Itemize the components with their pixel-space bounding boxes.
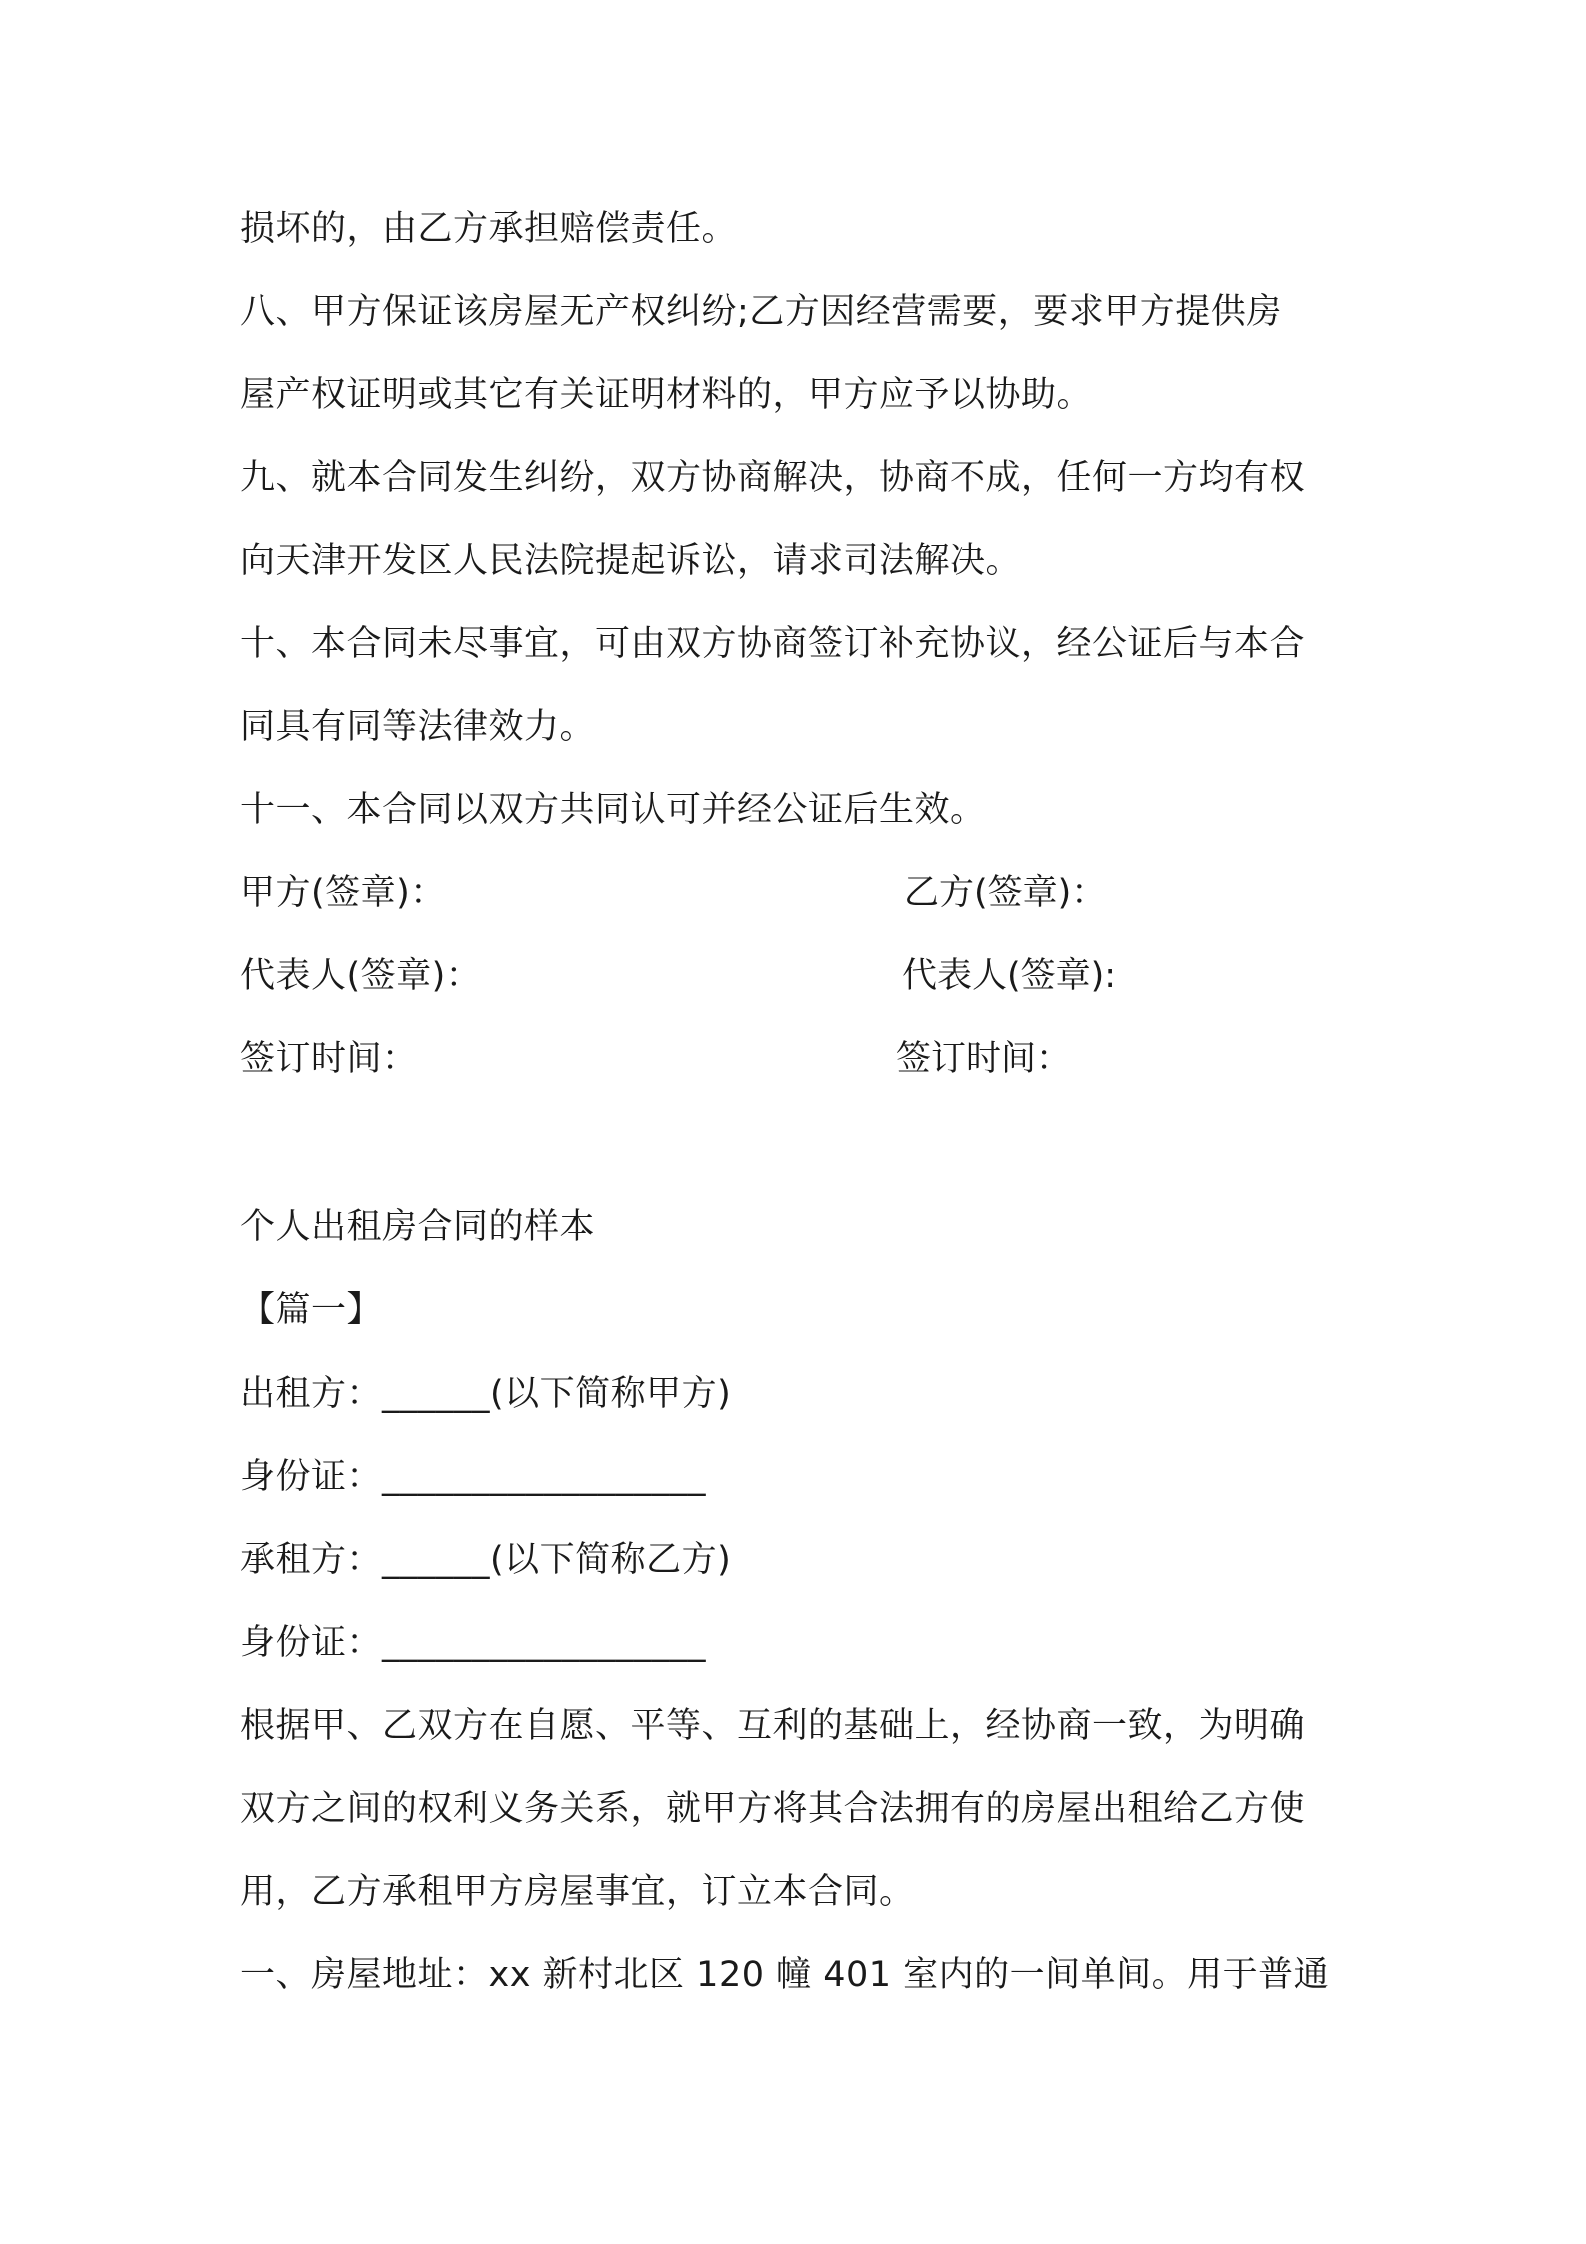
section-title: 个人出租房合同的样本 — [240, 1207, 596, 1247]
text-line: 十一、本合同以双方共同认可并经公证后生效。 — [240, 790, 986, 830]
signature-party-b: 乙方(签章)： — [904, 873, 1107, 913]
text-line: 损坏的，由乙方承担赔偿责任。 — [240, 209, 738, 249]
text-line: 八、甲方保证该房屋无产权纠纷;乙方因经营需要，要求甲方提供房 — [240, 292, 1282, 332]
text-line: 同具有同等法律效力。 — [240, 707, 596, 747]
signature-rep-a: 代表人(签章)： — [240, 956, 482, 996]
text-line: 双方之间的权利义务关系，就甲方将其合法拥有的房屋出租给乙方使 — [240, 1789, 1306, 1829]
lessee-id-line: 身份证：__________________ — [240, 1623, 707, 1663]
signature-party-a: 甲方(签章)： — [240, 873, 446, 913]
signature-date-b: 签订时间： — [896, 1039, 1072, 1079]
text-line: 用，乙方承租甲方房屋事宜，订立本合同。 — [240, 1872, 915, 1912]
lessee-line: 承租方：______(以下简称乙方) — [240, 1540, 732, 1580]
text-line: 根据甲、乙双方在自愿、平等、互利的基础上，经协商一致，为明确 — [240, 1706, 1306, 1746]
text-line: 向天津开发区人民法院提起诉讼，请求司法解决。 — [240, 541, 1022, 581]
lessor-id-line: 身份证：__________________ — [240, 1457, 707, 1497]
signature-rep-b: 代表人(签章): — [902, 956, 1117, 996]
text-line: 十、本合同未尽事宜，可由双方协商签订补充协议，经公证后与本合 — [240, 624, 1306, 664]
section-part: 【篇一】 — [240, 1290, 383, 1330]
text-line: 九、就本合同发生纠纷，双方协商解决，协商不成，任何一方均有权 — [240, 458, 1306, 498]
text-line: 一、房屋地址：xx 新村北区 120 幢 401 室内的一间单间。用于普通 — [240, 1955, 1330, 1995]
text-line: 屋产权证明或其它有关证明材料的，甲方应予以协助。 — [240, 375, 1093, 415]
signature-date-a: 签订时间： — [240, 1039, 418, 1079]
lessor-line: 出租方：______(以下简称甲方) — [240, 1374, 732, 1414]
